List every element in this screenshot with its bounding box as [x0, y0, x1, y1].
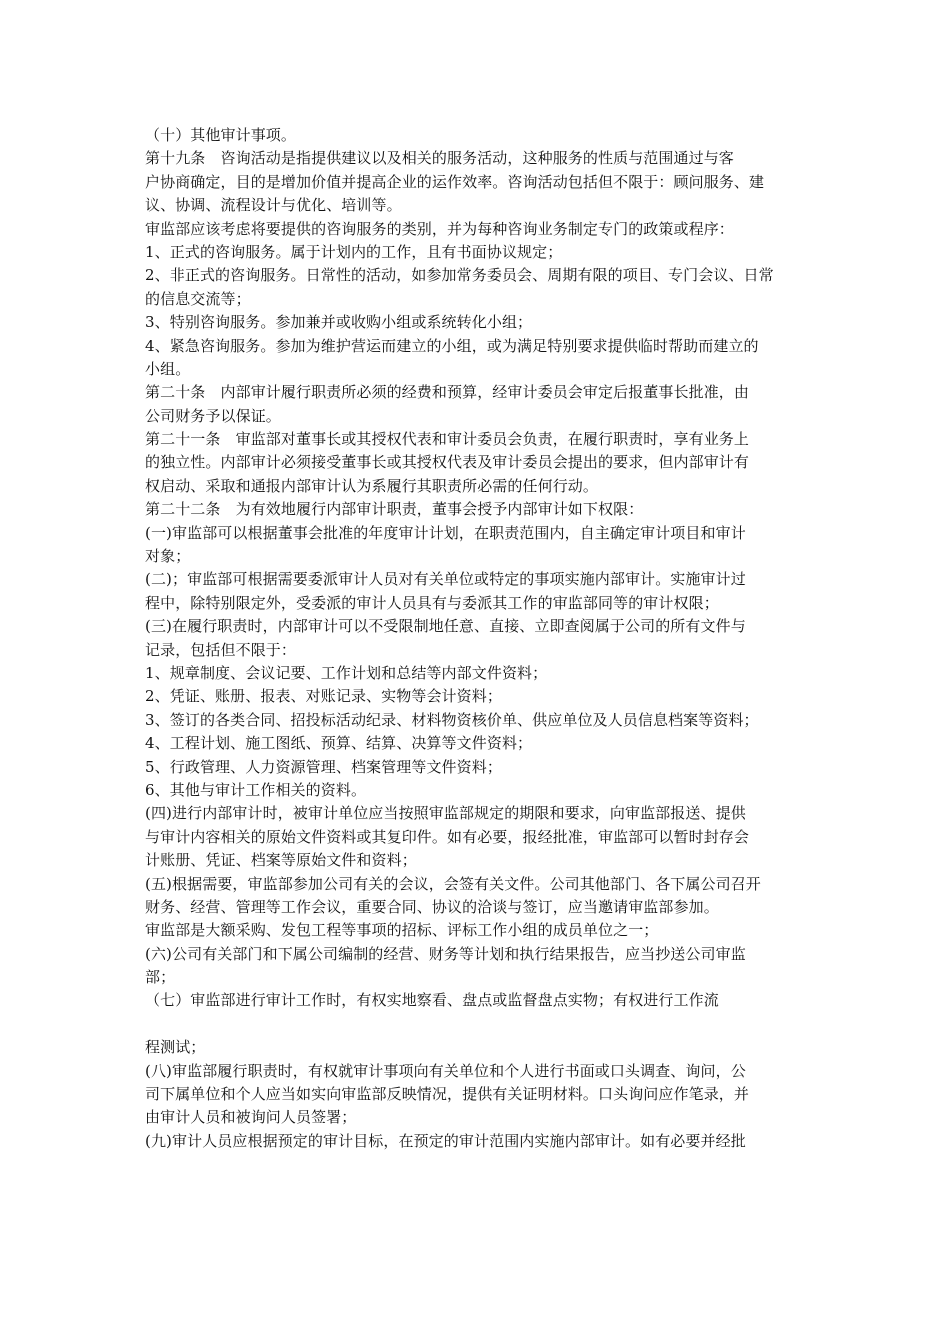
- text-line: （十）其他审计事项。: [145, 126, 297, 144]
- text-line: 的信息交流等；: [145, 289, 251, 308]
- text-line: 1、规章制度、会议记要、工作计划和总结等内部文件资料；: [145, 663, 548, 682]
- text-line: (八)审监部履行职责时，有权就审计事项向有关单位和个人进行书面或口头调查、询问，公: [145, 1061, 746, 1080]
- text-line: 计账册、凭证、档案等原始文件和资料；: [145, 851, 417, 870]
- text-line: 由审计人员和被询问人员签署；: [145, 1108, 357, 1127]
- text-line: 审监部是大额采购、发包工程等事项的招标、评标工作小组的成员单位之一；: [145, 921, 659, 940]
- text-line: 小组。: [145, 359, 191, 378]
- text-line: 第二十一条 审监部对董事长或其授权代表和审计委员会负责，在履行职责时，享有业务上: [145, 430, 750, 449]
- text-line: 司下属单位和个人应当如实向审监部反映情况，提供有关证明材料。口头询问应作笔录，并: [145, 1085, 750, 1104]
- text-line: 1、正式的咨询服务。属于计划内的工作，且有书面协议规定；: [145, 242, 563, 261]
- text-line: 5、行政管理、人力资源管理、档案管理等文件资料；: [145, 757, 502, 776]
- document-body: [145, 124, 815, 1013]
- text-line: 6、其他与审计工作相关的资料。: [145, 780, 367, 799]
- text-line: 公司财务予以保证。: [145, 406, 281, 425]
- text-line: 程中，除特别限定外，受委派的审计人员具有与委派其工作的审监部同等的审计权限；: [145, 593, 719, 612]
- text-line: (二)；审监部可根据需要委派审计人员对有关单位或特定的事项实施内部审计。实施审计过: [145, 570, 746, 589]
- text-line: 第十九条 咨询活动是指提供建议以及相关的服务活动，这种服务的性质与范围通过与客: [145, 149, 734, 168]
- text-line: (一)审监部可以根据董事会批准的年度审计计划，在职责范围内，自主确定审计项目和审计: [145, 523, 746, 542]
- text-line: 户协商确定，目的是增加价值并提高企业的运作效率。咨询活动包括但不限于：顾问服务、建: [145, 172, 765, 191]
- text-line: 与审计内容相关的原始文件资料或其复印件。如有必要，报经批准，审监部可以暂时封存会: [145, 827, 750, 846]
- text-line: 2、凭证、账册、报表、对账记录、实物等会计资料；: [145, 687, 502, 706]
- text-line: (三)在履行职责时，内部审计可以不受限制地任意、直接、立即查阅属于公司的所有文件与: [145, 617, 746, 636]
- text-line: 审监部应该考虑将要提供的咨询服务的类别，并为每种咨询业务制定专门的政策或程序：: [145, 219, 734, 238]
- text-line: 第二十条 内部审计履行职责所必须的经费和预算，经审计委员会审定后报董事长批准，由: [145, 383, 750, 402]
- text-line: 权启动、采取和通报内部审计认为系履行其职责所必需的任何行动。: [145, 476, 599, 495]
- document-page: [145, 124, 815, 1153]
- text-line: (九)审计人员应根据预定的审计目标，在预定的审计范围内实施内部审计。如有必要并经批: [145, 1131, 746, 1150]
- text-line: 4、工程计划、施工图纸、预算、结算、决算等文件资料；: [145, 734, 533, 753]
- text-line: (四)进行内部审计时，被审计单位应当按照审监部规定的期限和要求，向审监部报送、提供: [145, 804, 746, 823]
- text-line: 第二十二条 为有效地履行内部审计职责，董事会授予内部审计如下权限：: [145, 500, 644, 519]
- text-line: 的独立性。内部审计必须接受董事长或其授权代表及审计委员会提出的要求，但内部审计有: [145, 453, 750, 472]
- text-line: 3、特别咨询服务。参加兼并或收购小组或系统转化小组；: [145, 313, 533, 332]
- text-line: (五)根据需要，审监部参加公司有关的会议，会签有关文件。公司其他部门、各下属公司召开: [145, 874, 761, 893]
- text-line: 对象；: [145, 547, 191, 566]
- document-body-continued: [145, 1036, 815, 1153]
- text-line: 部；: [145, 968, 176, 987]
- text-line: （七）审监部进行审计工作时，有权实地察看、盘点或监督盘点实物；有权进行工作流: [145, 991, 719, 1010]
- text-line: 议、协调、流程设计与优化、培训等。: [145, 196, 402, 215]
- text-line: 财务、经营、管理等工作会议，重要合同、协议的洽谈与签订，应当邀请审监部参加。: [145, 897, 719, 916]
- text-line: (六)公司有关部门和下属公司编制的经营、财务等计划和执行结果报告，应当抄送公司审监: [145, 944, 746, 963]
- text-line: 程测试；: [145, 1038, 206, 1057]
- text-line: 3、签订的各类合同、招投标活动纪录、材料物资核价单、供应单位及人员信息档案等资料；: [145, 710, 759, 729]
- text-line: 2、非正式的咨询服务。日常性的活动，如参加常务委员会、周期有限的项目、专门会议、日常: [145, 266, 774, 285]
- paragraph-gap: [145, 1013, 815, 1036]
- text-line: 记录，包括但不限于：: [145, 640, 297, 659]
- text-line: 4、紧急咨询服务。参加为维护营运而建立的小组，或为满足特别要求提供临时帮助而建立的: [145, 336, 759, 355]
